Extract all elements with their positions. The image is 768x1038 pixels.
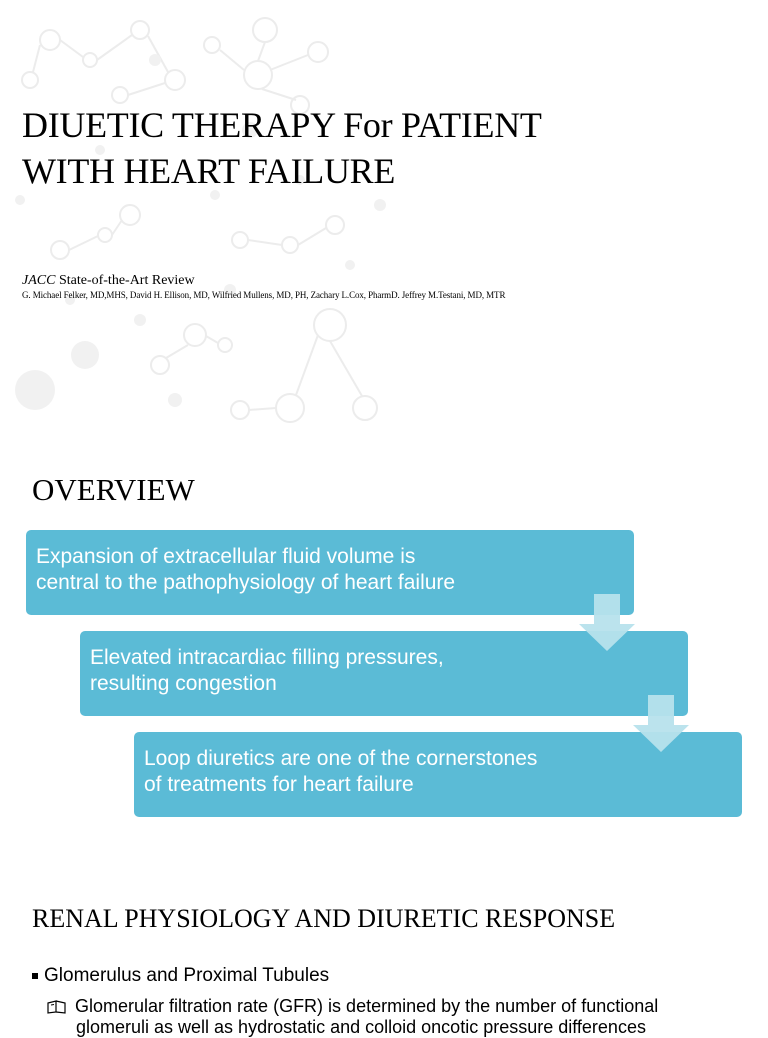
bullet-text: Glomerulus and Proximal Tubules [44, 965, 330, 986]
sub-bullet-item [47, 996, 658, 1017]
bullet-item [32, 965, 329, 987]
journal-name: JACC [22, 273, 56, 288]
flow-down-arrow-icon [577, 594, 637, 652]
flow-box-3-line-1: Loop diuretics are one of the cornerstones [144, 747, 538, 770]
slide-title-line-1: DIUETIC THERAPY For PATIENT [22, 105, 542, 145]
molecule-background-graphic [0, 0, 400, 438]
book-icon [47, 1000, 67, 1014]
slide-title-line-2: WITH HEART FAILURE [22, 151, 396, 191]
overview-heading: OVERVIEW [32, 472, 195, 507]
flow-down-arrow-icon [631, 695, 691, 753]
flow-box-1-line-1: Expansion of extracellular fluid volume is [36, 545, 416, 568]
author-list: G. Michael Felker, MD,MHS, David H. Ellison, MD, Wilfried Mullens, MD, PH, Zachary L.Cox, PharmD. Jeffrey M.Testani, MD, MTR [22, 290, 506, 300]
sub-bullet-text: Glomerular filtration rate (GFR) is determined by the number of functional [75, 996, 659, 1016]
flow-box-1 [26, 530, 634, 615]
journal-article-type: State-of-the-Art Review [55, 273, 195, 288]
renal-physiology-heading: RENAL PHYSIOLOGY AND DIURETIC RESPONSE [32, 904, 616, 933]
flow-box-1-line-2: central to the pathophysiology of heart failure [36, 571, 456, 594]
flow-box-2-line-2: resulting congestion [90, 672, 277, 695]
title-slide [0, 0, 768, 438]
flow-box-3-line-2: of treatments for heart failure [144, 773, 414, 796]
flow-box-2-line-1: Elevated intracardiac filling pressures, [90, 646, 444, 669]
journal-reference [22, 273, 195, 289]
sub-bullet-continuation: glomeruli as well as hydrostatic and colloid oncotic pressure differences [76, 1017, 646, 1037]
square-bullet-icon [32, 973, 38, 979]
